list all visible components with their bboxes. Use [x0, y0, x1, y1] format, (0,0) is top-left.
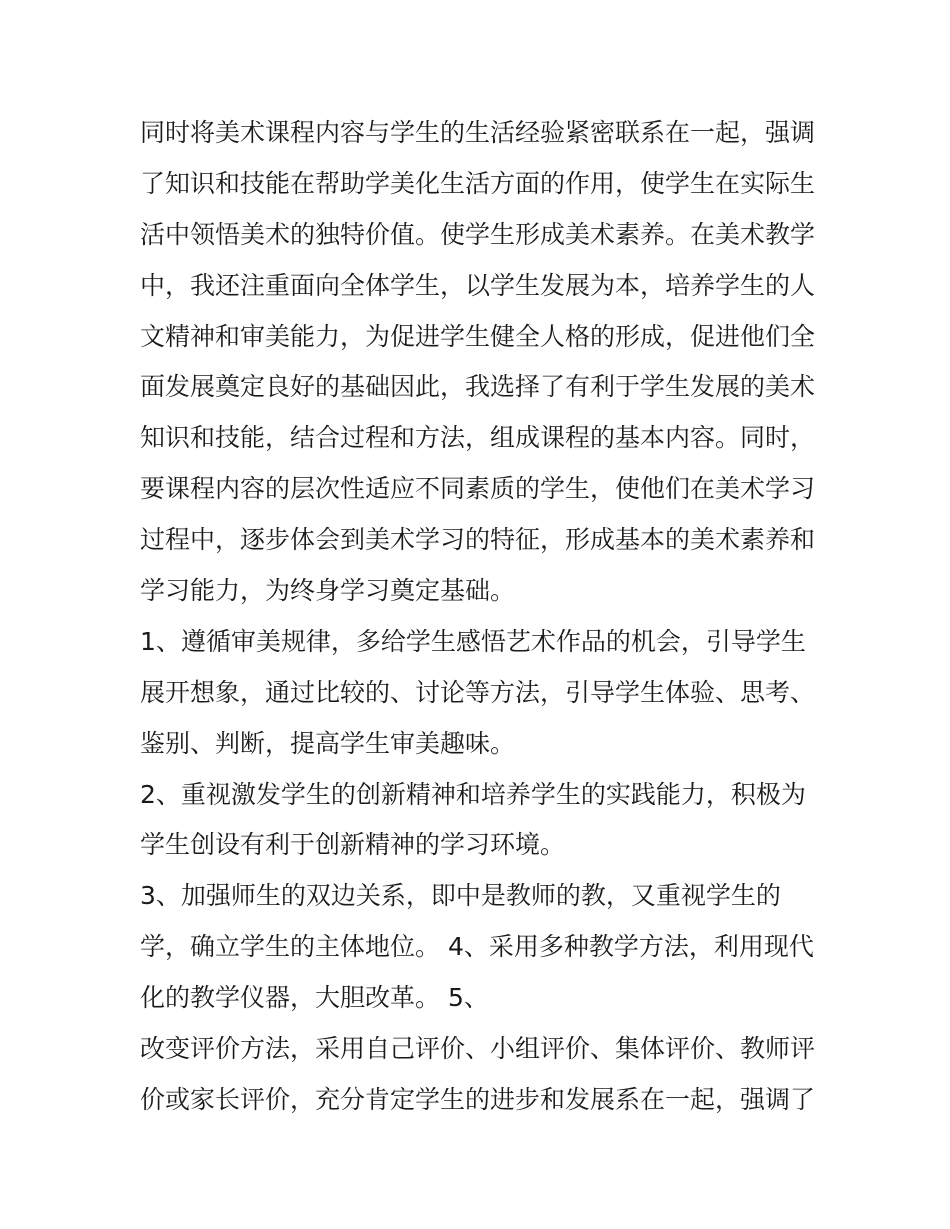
text-line: 学，确立学生的主体地位。 4、采用多种教学方法，利用现代: [140, 932, 814, 962]
text-line: 学习能力，为终身学习奠定基础。: [140, 576, 516, 606]
text-line: 要课程内容的层次性适应不同素质的学生，使他们在美术学习: [140, 474, 816, 504]
text-line: 了知识和技能在帮助学美化生活方面的作用，使学生在实际生: [140, 168, 816, 198]
text-line: 活中领悟美术的独特价值。使学生形成美术素养。在美术教学: [140, 219, 816, 249]
text-line: 鉴别、判断，提高学生审美趣味。: [140, 728, 516, 758]
text-line: 中，我还注重面向全体学生，以学生发展为本，培养学生的人: [140, 270, 816, 300]
text-line: 学生创设有利于创新精神的学习环境。: [140, 830, 566, 860]
list-item-3: 3、加强师生的双边关系，即中是教师的教，又重视学生的: [140, 881, 781, 911]
text-line: 知识和技能，结合过程和方法，组成课程的基本内容。同时，: [140, 423, 816, 453]
text-line: 价或家长评价，充分肯定学生的进步和发展系在一起，强调了: [140, 1084, 816, 1114]
text-line: 化的教学仪器，大胆改革。 5、: [140, 983, 489, 1013]
body-text: [140, 108, 820, 1126]
list-item-1: 1、遵循审美规律，多给学生感悟艺术作品的机会，引导学生: [140, 626, 806, 656]
text-line: 同时将美术课程内容与学生的生活经验紧密联系在一起，强调: [140, 118, 816, 147]
list-item-5-text: 改变评价方法，采用自己评价、小组评价、集体评价、教师评: [140, 1034, 816, 1064]
list-item-2: 2、重视激发学生的创新精神和培养学生的实践能力，积极为: [140, 779, 806, 809]
text-line: 过程中，逐步体会到美术学习的特征，形成基本的美术素养和: [140, 525, 816, 555]
text-line: 面发展奠定良好的基础因此，我选择了有利于学生发展的美术: [140, 372, 816, 402]
text-line: 文精神和审美能力，为促进学生健全人格的形成，促进他们全: [140, 321, 816, 351]
text-line: 展开想象，通过比较的、讨论等方法，引导学生体验、思考、: [140, 677, 816, 707]
